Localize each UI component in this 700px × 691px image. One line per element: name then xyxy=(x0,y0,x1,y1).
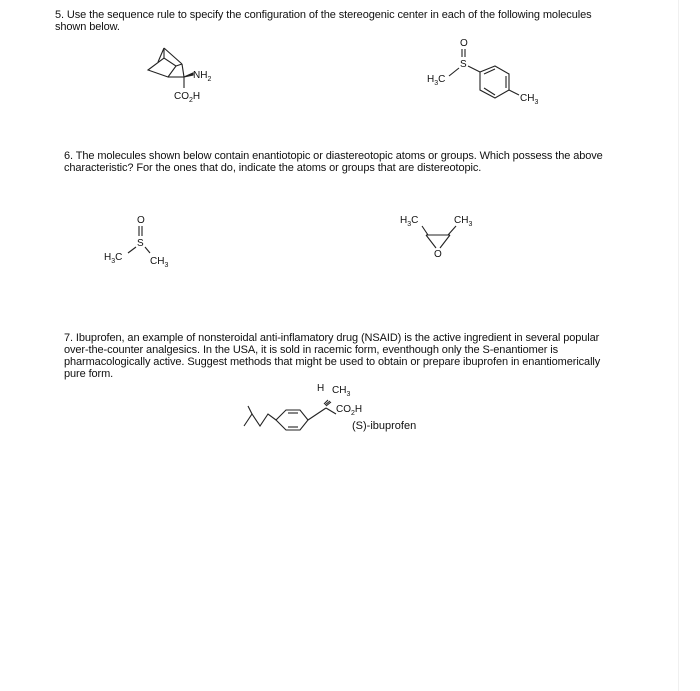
co2h-label: $CO_2H$ xyxy=(174,91,201,104)
isobutyl-chain xyxy=(244,414,276,426)
question-6 xyxy=(64,150,664,174)
question-7-line-2: over-the-counter analgesics. In the USA, it is sold in racemic form, eventhough only the S-enantiomer is xyxy=(64,344,559,356)
hydrogen-label: H xyxy=(317,383,325,394)
hashed-bond xyxy=(324,400,331,406)
norbornane-amino-acid-structure xyxy=(140,40,230,110)
dimethyl-sulfoxide-structure xyxy=(102,213,187,273)
oxygen-label: O xyxy=(460,38,468,49)
oxygen-label: O xyxy=(434,249,442,260)
benzene-ring xyxy=(480,66,509,98)
h3c-label: $H_3C$ xyxy=(427,74,446,87)
ibuprofen-caption: (S)-ibuprofen xyxy=(352,420,417,432)
ch3-label: $CH_3$ xyxy=(332,385,351,398)
sulfur-label: S xyxy=(460,59,467,70)
question-7-line-4: pure form. xyxy=(64,368,114,380)
aryl-sulfoxide-structure xyxy=(425,38,555,113)
sulfur-label: S xyxy=(137,238,144,249)
question-5-line-2: shown below. xyxy=(55,21,120,33)
h3c-label: $H_3C$ xyxy=(400,215,419,228)
question-7-line-3: pharmacologically active. Suggest methods that might be used to obtain or prepare ibuprofen in enantiomerically xyxy=(64,356,601,368)
question-5-line-1: 5. Use the sequence rule to specify the configuration of the stereogenic center in each of the following molecules xyxy=(55,9,592,21)
h3c-label: $H_3C$ xyxy=(104,252,123,265)
question-6-line-1: 6. The molecules shown below contain enantiotopic or diastereotopic atoms or groups. Which possess the above xyxy=(64,150,603,162)
nh2-label: $NH_2$ xyxy=(193,70,212,83)
oxygen-label: O xyxy=(137,215,145,226)
question-7 xyxy=(64,332,664,380)
ch3-label: $CH_3$ xyxy=(454,215,473,228)
question-5 xyxy=(55,9,655,33)
ch3-label: $CH_3$ xyxy=(150,256,169,269)
ibuprofen-structure xyxy=(240,380,440,450)
page-edge xyxy=(678,0,679,691)
bicyclic-ring xyxy=(148,58,176,77)
dimethyl-epoxide-structure xyxy=(398,213,498,268)
ch3-label: $CH_3$ xyxy=(520,93,539,106)
co2h-label: $CO_2H$ xyxy=(336,404,363,417)
question-7-line-1: 7. Ibuprofen, an example of nonsteroidal anti-inflamatory drug (NSAID) is the active ingredient in several popular xyxy=(64,332,600,344)
wedge-bond xyxy=(184,73,193,77)
question-6-line-2: characteristic? For the ones that do, indicate the atoms or groups that are distereotopic. xyxy=(64,162,482,174)
